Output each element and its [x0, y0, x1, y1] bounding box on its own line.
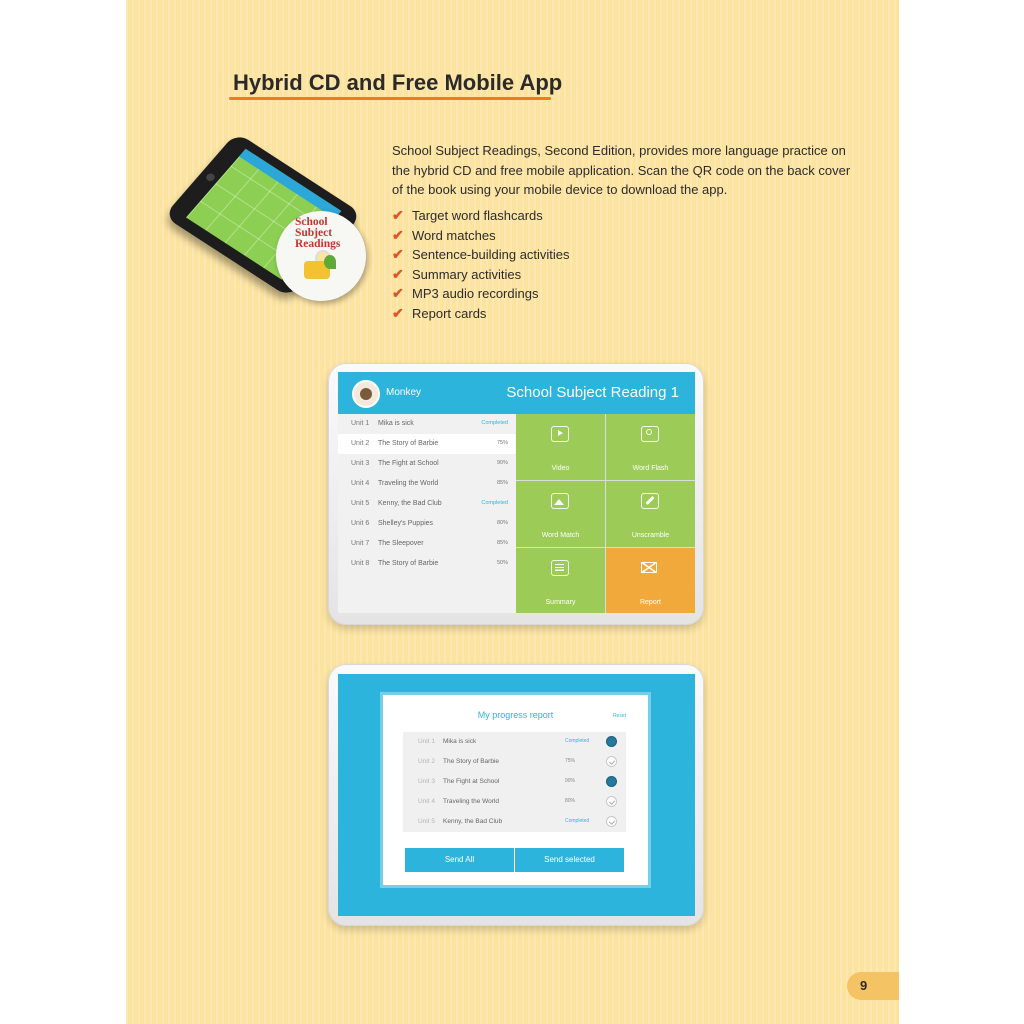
unit-row[interactable]: [338, 434, 516, 454]
feature-text: MP3 audio recordings: [412, 286, 539, 302]
list-icon: [551, 560, 569, 576]
unit-status: 80%: [565, 798, 576, 804]
unit-number: Unit 3: [351, 460, 370, 467]
unit-status: 75%: [565, 758, 576, 764]
unit-number: Unit 7: [351, 540, 370, 547]
unit-name: The Story of Barbie: [378, 440, 439, 447]
unit-name: The Story of Barbie: [443, 758, 499, 765]
progress-row[interactable]: [403, 732, 626, 752]
tablet-app-home: [328, 363, 704, 625]
progress-report-panel: [383, 695, 648, 885]
select-toggle[interactable]: [606, 796, 617, 807]
unit-number: Unit 6: [351, 520, 370, 527]
unit-name: The Fight at School: [378, 460, 439, 467]
feature-text: Summary activities: [412, 266, 522, 282]
page-number: 9: [860, 978, 868, 993]
tile-label: Summary: [545, 599, 576, 606]
check-icon: ✔: [392, 226, 404, 243]
tile-label: Word Match: [541, 532, 580, 539]
feature-text: Sentence-building activities: [412, 247, 570, 263]
select-toggle[interactable]: [606, 756, 617, 767]
unit-status: 90%: [565, 778, 576, 784]
unit-number: Unit 5: [418, 818, 435, 825]
activity-tiles: [516, 414, 695, 613]
tile-label: Unscramble: [631, 532, 670, 539]
unit-status: 50%: [496, 560, 508, 566]
unit-status: 85%: [496, 480, 508, 486]
feature-item: [392, 226, 570, 246]
unit-name: The Fight at School: [443, 778, 500, 785]
unit-row[interactable]: [338, 534, 516, 554]
unit-number: Unit 4: [351, 480, 370, 487]
unit-number: Unit 5: [351, 500, 370, 507]
progress-row[interactable]: [403, 772, 626, 792]
phone-home-button: [204, 172, 216, 182]
unit-status: 80%: [496, 520, 508, 526]
progress-list: [403, 732, 626, 832]
progress-row[interactable]: [403, 812, 626, 832]
unit-status: Completed: [481, 500, 508, 506]
tile-unscramble[interactable]: [606, 481, 695, 547]
unit-name: Traveling the World: [443, 798, 499, 805]
tile-word-match[interactable]: [516, 481, 605, 547]
user-name: Monkey: [386, 387, 422, 398]
feature-text: Report cards: [412, 305, 487, 321]
check-icon: ✔: [392, 304, 404, 321]
unit-number: Unit 3: [418, 778, 435, 785]
unit-number: Unit 2: [351, 440, 370, 447]
person-card-icon: [641, 426, 659, 442]
unit-status: Completed: [481, 420, 508, 426]
progress-row[interactable]: [403, 752, 626, 772]
cd-title-line1: School: [295, 216, 328, 228]
unit-status: 90%: [496, 460, 508, 466]
unit-name: Mika is sick: [443, 738, 477, 745]
unit-name: Mika is sick: [378, 420, 414, 427]
unit-row[interactable]: [338, 454, 516, 474]
report-screen: [338, 674, 695, 916]
unit-status: Completed: [565, 738, 590, 744]
link-icon: [641, 493, 659, 509]
unit-number: Unit 1: [418, 738, 435, 745]
tile-label: Video: [551, 465, 570, 472]
play-icon: [551, 426, 569, 442]
check-icon: ✔: [392, 207, 404, 223]
unit-name: Shelley's Puppies: [378, 520, 434, 527]
page-title: Hybrid CD and Free Mobile App: [233, 70, 563, 95]
unit-name: Traveling the World: [378, 480, 439, 487]
feature-item: [392, 245, 570, 265]
unit-number: Unit 4: [418, 798, 435, 805]
monkey-face-icon: [360, 388, 372, 400]
feature-item: [392, 206, 570, 226]
cd-title-line3: Readings: [295, 238, 341, 250]
check-icon: ✔: [392, 265, 404, 282]
app-home-screen: [338, 372, 695, 613]
tile-report[interactable]: [606, 548, 695, 613]
report-title: My progress report: [477, 710, 554, 720]
unit-name: The Sleepover: [378, 540, 424, 547]
unit-row[interactable]: [338, 514, 516, 534]
title-underline: [229, 97, 551, 100]
unit-status: Completed: [565, 818, 590, 824]
unit-number: Unit 1: [351, 420, 370, 427]
unit-name: The Story of Barbie: [378, 560, 439, 567]
feature-item: [392, 265, 570, 285]
tile-summary[interactable]: [516, 548, 605, 613]
send-all-button[interactable]: Send All: [405, 848, 514, 872]
feature-text: Word matches: [412, 227, 496, 243]
hybrid-cd-illustration: [276, 211, 366, 301]
app-title: School Subject Reading 1: [506, 384, 679, 401]
check-icon: ✔: [392, 285, 404, 302]
unit-name: Kenny, the Bad Club: [443, 818, 503, 825]
select-toggle[interactable]: [606, 776, 617, 787]
cd-title-line2: Subject: [295, 227, 333, 239]
unit-number: Unit 2: [418, 758, 435, 765]
intro-paragraph: School Subject Readings, Second Edition, provides more language practice on the hybrid CD and free mobile application. Scan the QR code on the back cover of the book using your mobile device to download the app.: [392, 143, 851, 197]
user-avatar[interactable]: [352, 380, 380, 408]
tile-label: Word Flash: [632, 465, 669, 472]
cd-title: [295, 217, 340, 250]
unit-status: 85%: [496, 540, 508, 546]
check-icon: ✔: [392, 246, 404, 263]
unit-name: Kenny, the Bad Club: [378, 500, 442, 507]
feature-item: [392, 304, 570, 324]
tile-label: Report: [639, 599, 661, 606]
image-icon: [551, 493, 569, 509]
tablet-progress-report: [328, 664, 704, 926]
select-toggle[interactable]: [606, 736, 617, 747]
tile-video[interactable]: [516, 414, 605, 480]
reset-link[interactable]: Reset: [612, 713, 626, 719]
unit-number: Unit 8: [351, 560, 370, 567]
envelope-icon: [641, 560, 659, 576]
send-selected-button[interactable]: Send selected: [515, 848, 624, 872]
feature-text: Target word flashcards: [412, 208, 543, 223]
feature-list: [392, 206, 570, 324]
select-toggle[interactable]: [606, 816, 617, 827]
unit-row[interactable]: [338, 474, 516, 494]
unit-row[interactable]: [338, 414, 516, 434]
unit-status: 75%: [496, 440, 508, 446]
unit-row[interactable]: [338, 554, 516, 574]
unit-row[interactable]: [338, 494, 516, 514]
tile-word-flash[interactable]: [606, 414, 695, 480]
progress-row[interactable]: [403, 792, 626, 812]
cd-leaf-art: [324, 255, 336, 269]
unit-list: [338, 414, 516, 613]
feature-item: [392, 284, 570, 304]
app-header: [338, 372, 695, 414]
book-page: [126, 0, 899, 1024]
page-number-tab: [847, 972, 899, 1000]
